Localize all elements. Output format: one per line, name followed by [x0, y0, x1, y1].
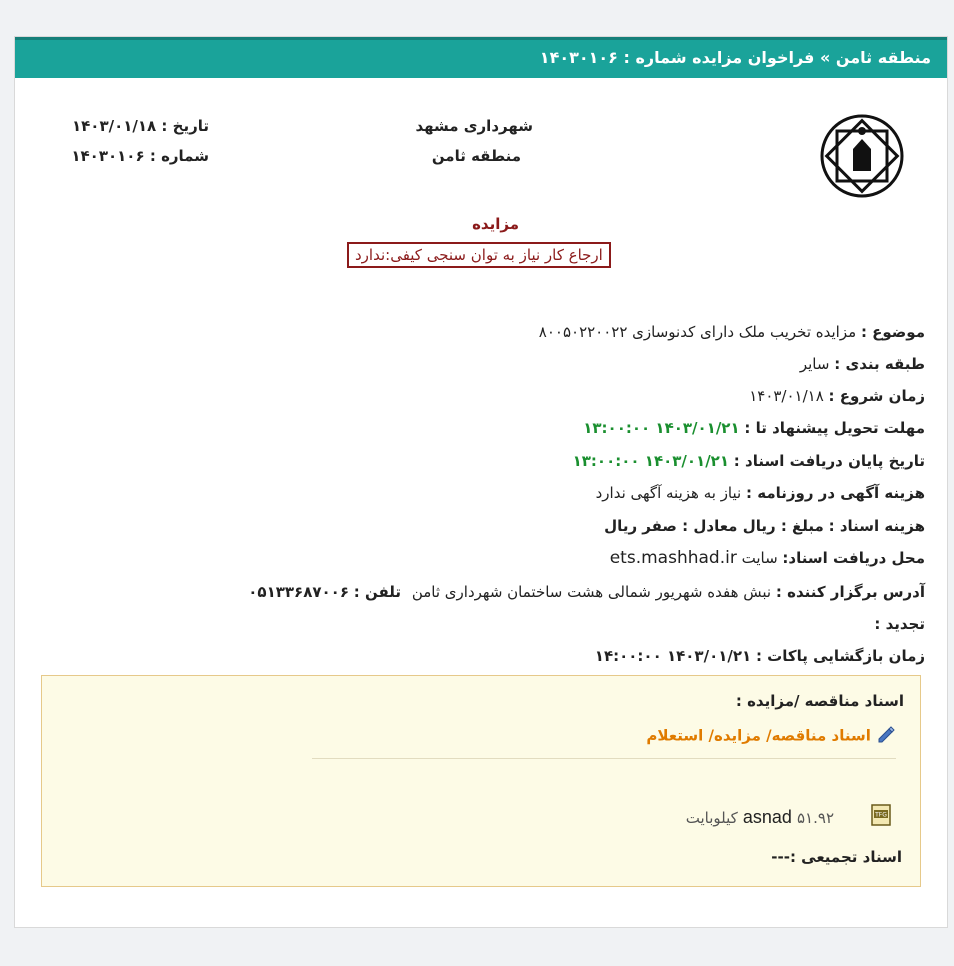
- file-size: ۵۱.۹۲: [797, 809, 834, 827]
- date-row: [49, 117, 209, 135]
- docs-place-prefix: سایت: [741, 549, 778, 567]
- deadline-row: [583, 419, 925, 437]
- docs-end-row: [573, 452, 925, 470]
- date-label: تاریخ :: [161, 117, 209, 135]
- subject-value: مزایده تخریب ملک دارای کدنوسازی ۸۰۰۵۰۲۲۰۰۲۲: [538, 323, 857, 341]
- start-label: زمان شروع :: [828, 387, 925, 405]
- start-value: ۱۴۰۳/۰۱/۱۸: [749, 387, 824, 405]
- file-row: [686, 807, 846, 828]
- docs-cost-row: [604, 517, 925, 535]
- renewal-label: تجدید :: [874, 615, 925, 633]
- district-name: منطقه ثامن: [431, 147, 521, 165]
- ad-cost-label: هزینه آگهی در روزنامه :: [746, 484, 925, 502]
- documents-panel: [41, 675, 921, 887]
- edit-pencil-icon: [876, 724, 896, 748]
- subject-row: [539, 323, 925, 341]
- start-row: [749, 387, 925, 405]
- docs-cost-label: هزینه اسناد :: [828, 517, 925, 535]
- docs-end-label: تاریخ پایان دریافت اسناد :: [733, 452, 925, 470]
- opening-label: زمان بازگشایی پاکات :: [755, 647, 925, 665]
- docs-place-row: [610, 548, 925, 568]
- file-size-unit: کیلوبایت: [685, 809, 738, 827]
- announcement-page: [14, 36, 948, 928]
- deadline-value: ۱۴۰۳/۰۱/۲۱ ۱۳:۰۰:۰۰: [583, 419, 740, 437]
- docs-cost-value: مبلغ : ریال معادل : صفر ریال: [604, 517, 824, 535]
- documents-section-title: اسناد مناقصه /مزایده :: [735, 692, 904, 710]
- documents-link-row[interactable]: [646, 724, 896, 748]
- docs-place-site-link[interactable]: ets.mashhad.ir: [609, 548, 737, 568]
- mashhad-municipality-logo: [815, 109, 909, 203]
- category-label: طبقه بندی :: [834, 355, 925, 373]
- quality-note-box: ارجاع کار نیاز به توان سنجی کیفی:ندارد: [347, 242, 611, 268]
- date-value: ۱۴۰۳/۰۱/۱۸: [71, 117, 157, 135]
- address-label: آدرس برگزار کننده :: [775, 583, 925, 601]
- category-row: [800, 355, 925, 373]
- deadline-label: مهلت تحویل پیشنهاد تا :: [744, 419, 925, 437]
- number-label: شماره :: [149, 147, 209, 165]
- opening-row: [595, 647, 925, 665]
- documents-divider: [312, 758, 896, 759]
- docs-place-label: محل دریافت اسناد:: [782, 549, 925, 567]
- cumulative-docs: اسناد تجمیعی :---: [771, 848, 902, 866]
- document-file-icon[interactable]: [870, 804, 892, 826]
- notice-type: مزایده: [472, 215, 519, 233]
- address-row: [248, 583, 925, 601]
- address-value: نبش هفده شهریور شمالی هشت ساختمان شهرداری ثامن: [411, 583, 772, 601]
- ad-cost-row: [596, 484, 925, 502]
- renewal-row: [874, 615, 925, 633]
- docs-end-value: ۱۴۰۳/۰۱/۲۱ ۱۳:۰۰:۰۰: [572, 452, 729, 470]
- category-value: سایر: [799, 355, 830, 373]
- phone-label: تلفن :: [353, 583, 402, 601]
- phone-value: ۰۵۱۳۳۶۸۷۰۰۶: [248, 583, 349, 601]
- opening-value: ۱۴۰۳/۰۱/۲۱ ۱۴:۰۰:۰۰: [594, 647, 752, 665]
- svg-text:TFG: TFG: [875, 811, 887, 819]
- ad-cost-value: نیاز به هزینه آگهی ندارد: [595, 484, 742, 502]
- page-title-bar: منطقه ثامن » فراخوان مزایده شماره : ۱۴۰۳۰۱۰۶: [15, 37, 947, 78]
- file-name-link[interactable]: asnad: [742, 807, 792, 827]
- org-name: شهرداری مشهد: [415, 117, 533, 135]
- subject-label: موضوع :: [860, 323, 925, 341]
- number-value: ۱۴۰۳۰۱۰۶: [71, 147, 145, 165]
- documents-link[interactable]: اسناد مناقصه/ مزایده/ استعلام: [646, 726, 871, 745]
- number-row: [49, 147, 209, 165]
